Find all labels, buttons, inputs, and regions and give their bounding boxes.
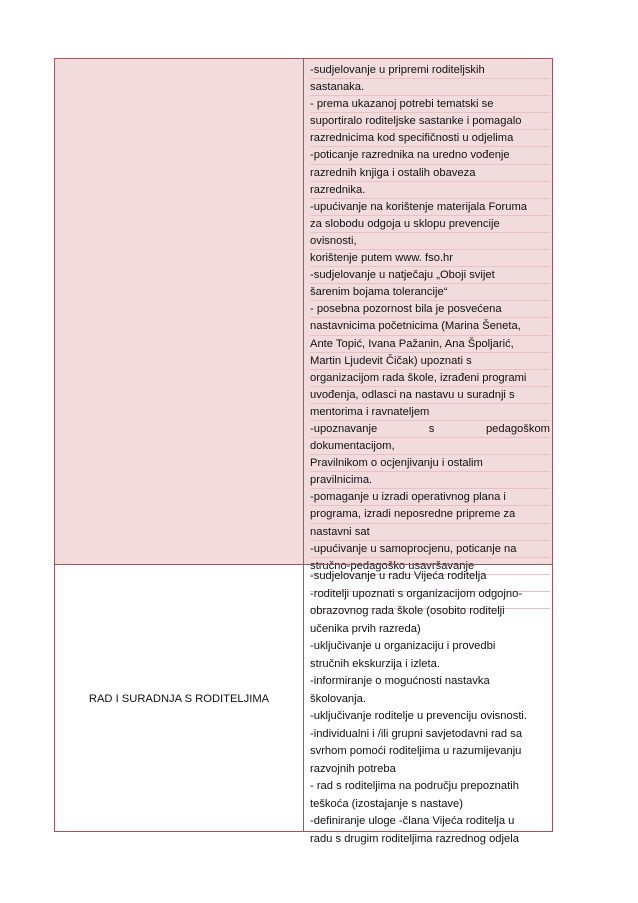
description-line: dokumentacijom, xyxy=(310,438,550,455)
description-line: -individualni i /ili grupni savjetodavni rad sa xyxy=(310,727,523,740)
description-lines xyxy=(310,568,550,848)
description-line: nastavni sat xyxy=(310,524,550,541)
description-line: -informiranje o mogućnosti nastavka xyxy=(310,675,490,687)
description-line: -upućivanje u samoprocjenu, poticanje na xyxy=(310,541,550,558)
description-line: razvojnih potreba xyxy=(310,762,396,775)
description-line: - rad s roditeljima na području prepoznatih xyxy=(310,780,519,792)
description-line: -sudjelovanje u natječaju „Oboji svijet xyxy=(310,267,550,284)
description-line: uvođenja, odlasci na nastavu u suradnji s xyxy=(310,387,550,404)
description-line: - posebna pozornost bila je posvećena xyxy=(310,301,550,318)
description-line: -sudjelovanje u pripremi roditeljskih xyxy=(310,62,550,79)
description-line: programa, izradi neposredne pripreme za xyxy=(310,506,550,523)
activity-description-cell xyxy=(304,59,552,572)
description-line: učenika prvih razreda) xyxy=(310,622,421,635)
description-line: razrednih knjiga i ostalih obaveza xyxy=(310,165,550,182)
description-line: stručno-pedagoško usavršavanje xyxy=(310,558,550,575)
description-line: radu s drugim roditeljima razrednog odjela xyxy=(310,832,519,845)
description-line: ovisnosti, xyxy=(310,233,550,250)
description-line: za slobodu odgoja u sklopu prevencije xyxy=(310,216,550,233)
description-line: -definiranje uloge -člana Vijeća roditelja u xyxy=(310,815,515,827)
description-line: korištenje putem www. fso.hr xyxy=(310,250,550,267)
description-line: -uključivanje roditelje u prevenciju ovisnosti. xyxy=(310,710,528,722)
activities-table xyxy=(54,58,553,845)
table-row xyxy=(54,58,553,572)
description-line: teškoća (izostajanje s nastave) xyxy=(310,797,463,810)
description-line: -upućivanje na korištenje materijala Foruma xyxy=(310,199,550,216)
description-line: -uključivanje u organizaciju i provedbi xyxy=(310,640,496,652)
description-line: mentorima i ravnateljem xyxy=(310,404,550,421)
description-line: školovanja. xyxy=(310,692,366,705)
description-line: stručnih ekskurzija i izleta. xyxy=(310,657,440,670)
activity-area-label: RAD I SURADNJA S RODITELJIMA xyxy=(88,693,270,705)
description-line: Ante Topić, Ivana Pažanin, Ana Špoljarić, xyxy=(310,336,550,353)
activity-area-cell xyxy=(55,59,304,564)
description-line: -upoznavanje s pedagoškom xyxy=(310,421,550,438)
description-line: organizacijom rada škole, izrađeni programi xyxy=(310,370,550,387)
description-line: suportiralo roditeljske sastanke i pomagalo xyxy=(310,113,550,130)
description-line: razrednika. xyxy=(310,182,550,199)
description-line: Pravilnikom o ocjenjivanju i ostalim xyxy=(310,455,550,472)
activity-area-cell xyxy=(55,565,304,831)
description-line: - prema ukazanoj potrebi tematski se xyxy=(310,96,550,113)
description-line: razrednicima kod specifičnosti u odjelima xyxy=(310,130,550,147)
description-line: -pomaganje u izradi operativnog plana i xyxy=(310,489,550,506)
table-row xyxy=(54,564,553,845)
description-lines xyxy=(310,62,550,609)
description-line: sastanaka. xyxy=(310,79,550,96)
description-line: Martin Ljudevit Čičak) upoznati s xyxy=(310,353,550,370)
description-line: -poticanje razrednika na uredno vođenje xyxy=(310,147,550,164)
description-line: -sudjelovanje u radu Vijeća roditelja xyxy=(310,570,487,582)
description-line: nastavnicima početnicima (Marina Šeneta, xyxy=(310,318,550,335)
description-line: -roditelji upoznati s organizacijom odgojno- xyxy=(310,587,523,600)
description-line: pravilnicima. xyxy=(310,472,550,489)
description-line: šarenim bojama tolerancije“ xyxy=(310,284,550,301)
description-line: svrhom pomoći roditeljima u razumijevanju xyxy=(310,745,522,757)
activity-description-cell xyxy=(304,565,552,845)
description-line: obrazovnog rada škole (osobito roditelji xyxy=(310,605,505,617)
